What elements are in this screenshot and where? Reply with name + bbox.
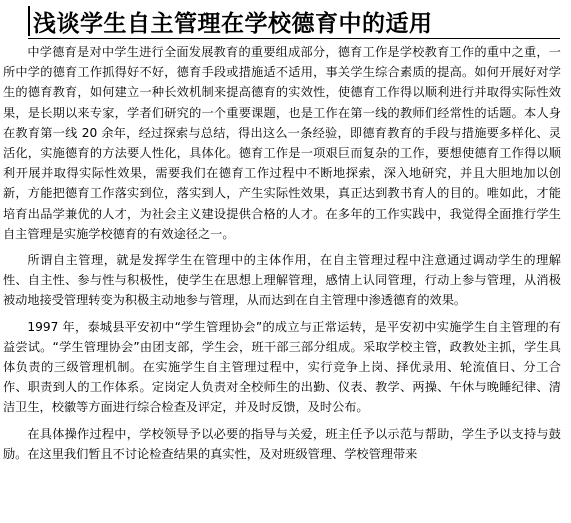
document-title: 浅谈学生自主管理在学校德育中的适用 [33, 9, 433, 37]
paragraph-3: 1997 年，泰城县平安初中“学生管理协会”的成立与正常运转，是平安初中实施学生自主管理的有益尝试。“学生管理协会”由团支部，学生会，班干部三部分组成。采取学校主管，政教处主抓，学生具体负责的三级管理机制。在实施学生自主管理过程中，实行竞争上岗、择优录用、轮流值日、分工合作、职责到人的工作体系。定岗定人负责对全校师生的出勤、仪表、教学、两操、午休与晚睡纪律、清洁卫生，校徽等方面进行综合检查及评定，并及时反馈，及时公布。 [3, 319, 561, 415]
document-body [3, 42, 561, 470]
text-cursor [28, 6, 30, 36]
title-underline [28, 38, 560, 39]
title-row [28, 4, 433, 38]
paragraph-4: 在具体操作过程中，学校领导予以必要的指导与关爱，班主任予以示范与帮助，学生予以支持与鼓励。在这里我们暂且不讨论检查结果的真实性，及对班级管理、学校管理带来 [3, 426, 561, 461]
paragraph-1: 中学德育是对中学生进行全面发展教育的重要组成部分，德育工作是学校教育工作的重中之重，一所中学的德育工作抓得好不好，德育手段或措施适不适用，事关学生综合素质的提高。如何开展好对学生的德育教育，如何建立一种长效机制来提高德育的实效性，使德育工作得以顺利进行并取得实际性效果，是长期以来专家，学者们研究的一个重要课题，也是工作在第一线的教师们经常性的话题。本人身在教育第一线 20 余年，经过探索与总结，得出这么一条经验，即德育教育的手段与措施要多样化、灵活化，实施德育的方法要人性化，具体化。德育工作是一项艰巨而复杂的工作，要想使德育工作得以顺利开展并取得实际性效果，需要我们在德育工作过程中不断地探索，深入地研究，并且大胆地加以创新，方能把德育工作落实到位，落实到人，产生实际性效果，真正达到教书育人的目的。唯如此，才能培育出品学兼优的人才，为社会主义建设提供合格的人才。在多年的工作实践中，我觉得全面推行学生自主管理是实施学校德育的有效途径之一。 [3, 45, 561, 241]
paragraph-2: 所谓自主管理，就是发挥学生在管理中的主体作用，在自主管理过程中注意通过调动学生的理解性、自主性、参与性与积极性，使学生在思想上理解管理，感情上认同管理，行动上参与管理，从消极被动地接受管理转变为积极主动地参与管理，从而达到在自主管理中渗透德育的效果。 [3, 253, 561, 308]
